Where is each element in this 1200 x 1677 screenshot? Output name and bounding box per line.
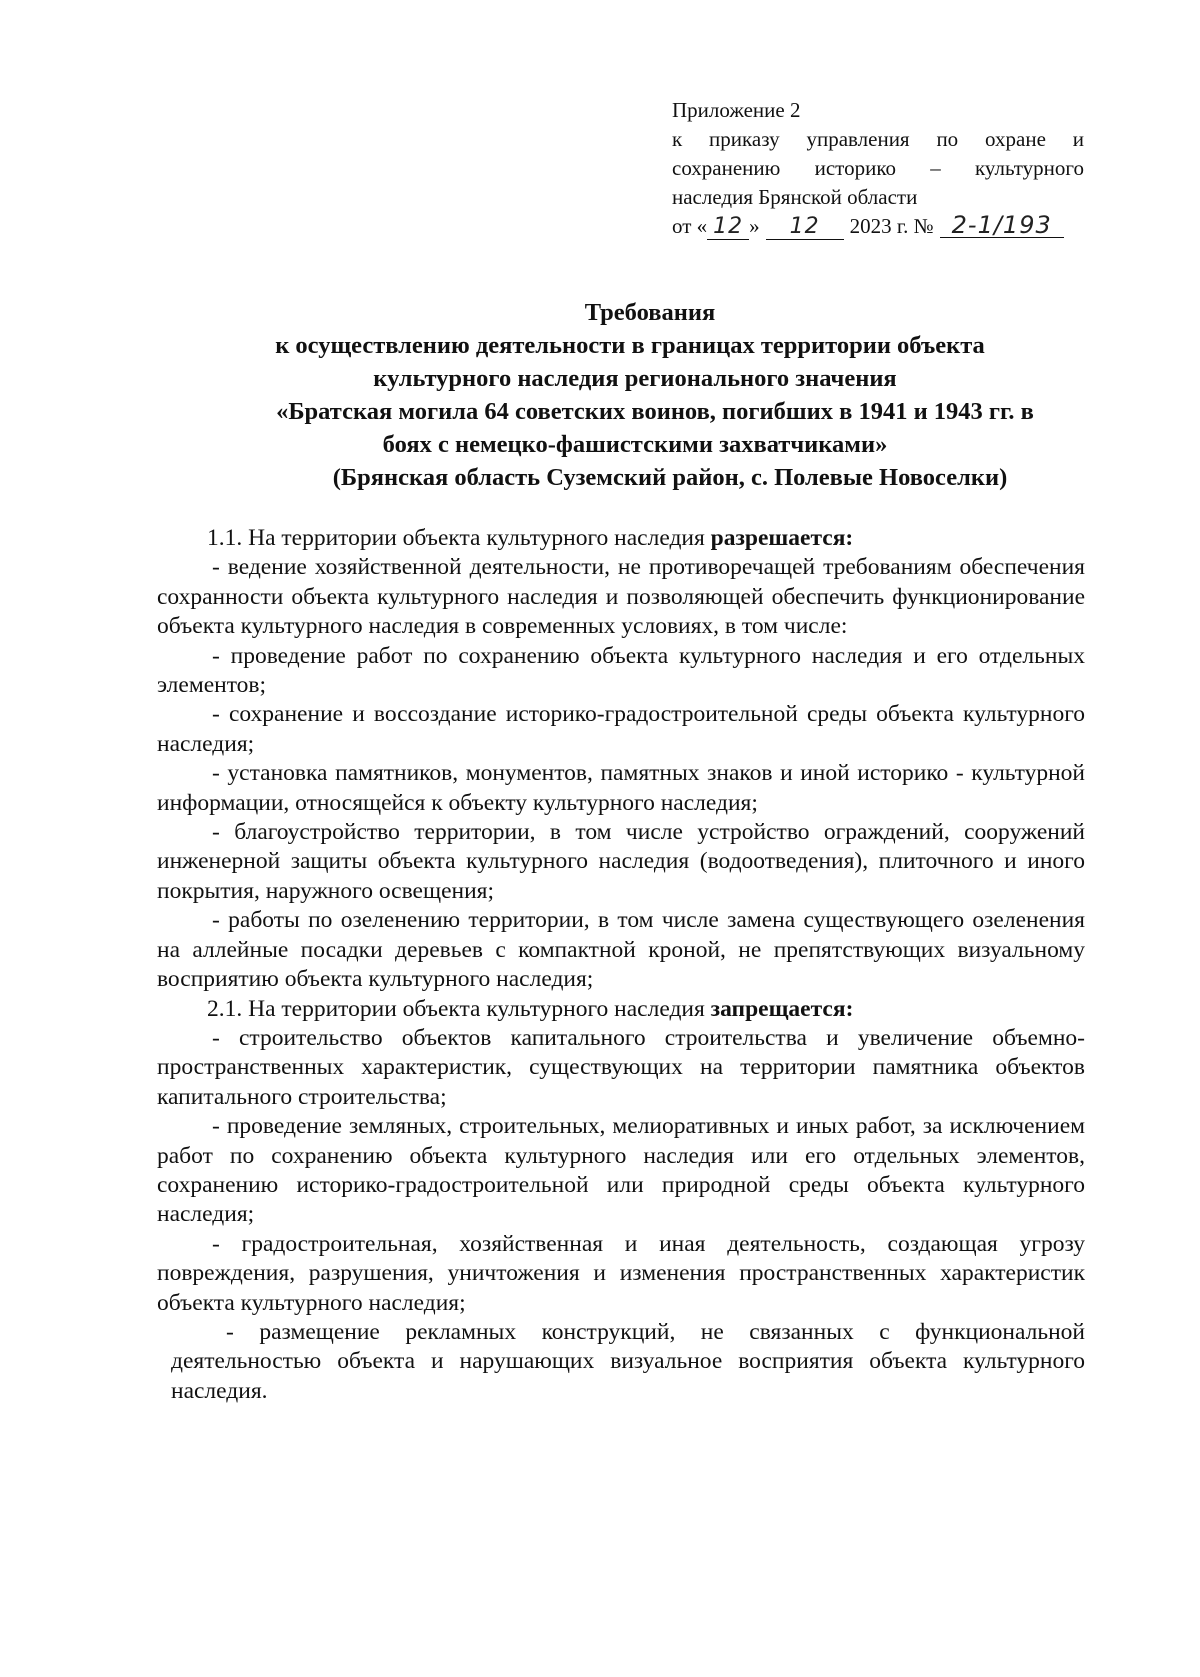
list-item: - сохранение и воссоздание историко-градостроительной среды объекта культурного наследия; xyxy=(157,701,1085,757)
list-item: - градостроительная, хозяйственная и иная деятельность, создающая угрозу повреждения, разрушения, уничтожения и изменения пространственных характеристик объекта культурного наследия; xyxy=(157,1230,1085,1316)
order-number-handwritten: 2-1/193 xyxy=(940,213,1064,238)
clause-1-1-keyword: разрешается: xyxy=(710,525,854,551)
list-item: - проведение работ по сохранению объекта культурного наследия и его отдельных элементов; xyxy=(157,642,1085,699)
title-heading: Требования xyxy=(584,299,716,326)
appendix-order-ref-cont: сохранению историко – культурного xyxy=(672,156,1084,180)
list-item: - благоустройство территории, в том числе устройство ограждений, сооружений инженерной защиты объекта культурного наследия (водоотведения), плиточного и иного покрытия, наружного освещения; xyxy=(157,819,1085,904)
title-line: к осуществлению деятельности в границах территории объекта xyxy=(275,332,985,359)
title-line: «Братская могила 64 советских воинов, погибших в 1941 и 1943 гг. в xyxy=(276,398,1034,425)
list-item: - установка памятников, монументов, памятных знаков и иной историко - культурной информации, относящейся к объекту культурного наследия; xyxy=(157,760,1085,816)
order-month-handwritten: 12 xyxy=(766,215,844,240)
list-item: - работы по озеленению территории, в том числе замена существующего озеленения на аллейные посадки деревьев с компактной кроной, не препятствующих визуальному восприятию объекта культурного наследия; xyxy=(157,907,1085,993)
clause-1-1-heading xyxy=(157,524,1085,553)
title-line: культурного наследия регионального значения xyxy=(373,365,897,392)
list-item: - ведение хозяйственной деятельности, не противоречащей требованиям обеспечения сохранности объекта культурного наследия и позволяющей обеспечить функционирование объекта культурного наследия в современных условиях, в том числе: xyxy=(157,554,1085,640)
order-year-label: 2023 г. № xyxy=(849,214,934,238)
appendix-region: наследия Брянской области xyxy=(672,185,918,209)
list-item: - строительство объектов капитального строительства и увеличение объемно-пространственных характеристик, существующих на территории памятника объектов капитального строительства; xyxy=(157,1024,1085,1110)
clause-1-1-text: 1.1. На территории объекта культурного наследия xyxy=(207,525,711,551)
title-location: (Брянская область Суземский район, с. Полевые Новоселки) xyxy=(332,464,1008,491)
order-day-handwritten: 12 xyxy=(707,215,749,240)
title-line: боях с немецко-фашистскими захватчиками» xyxy=(382,431,888,458)
list-item: - размещение рекламных конструкций, не связанных с функциональной деятельностью объекта и нарушающих визуальное восприятия объекта культурного наследия. xyxy=(171,1318,1085,1404)
appendix-header xyxy=(672,96,1084,241)
appendix-order-ref: к приказу управления по охране и xyxy=(672,127,1084,151)
document-title xyxy=(150,296,1100,494)
order-date-number xyxy=(672,212,1084,241)
clause-2-1-heading xyxy=(157,995,1085,1024)
list-item: - проведение земляных, строительных, мелиоративных и иных работ, за исключением работ по сохранению объекта культурного наследия или его отдельных элементов, сохранению историко-градостроительной или природной среды объекта культурного наследия; xyxy=(157,1113,1085,1228)
clause-2-1-keyword: запрещается: xyxy=(710,995,854,1022)
appendix-title: Приложение 2 xyxy=(672,98,801,122)
order-date-prefix: от « xyxy=(672,214,708,238)
document-body xyxy=(157,524,1085,1406)
order-date-quote-close: » xyxy=(749,214,760,238)
clause-2-1-text: 2.1. На территории объекта культурного наследия xyxy=(207,995,711,1022)
